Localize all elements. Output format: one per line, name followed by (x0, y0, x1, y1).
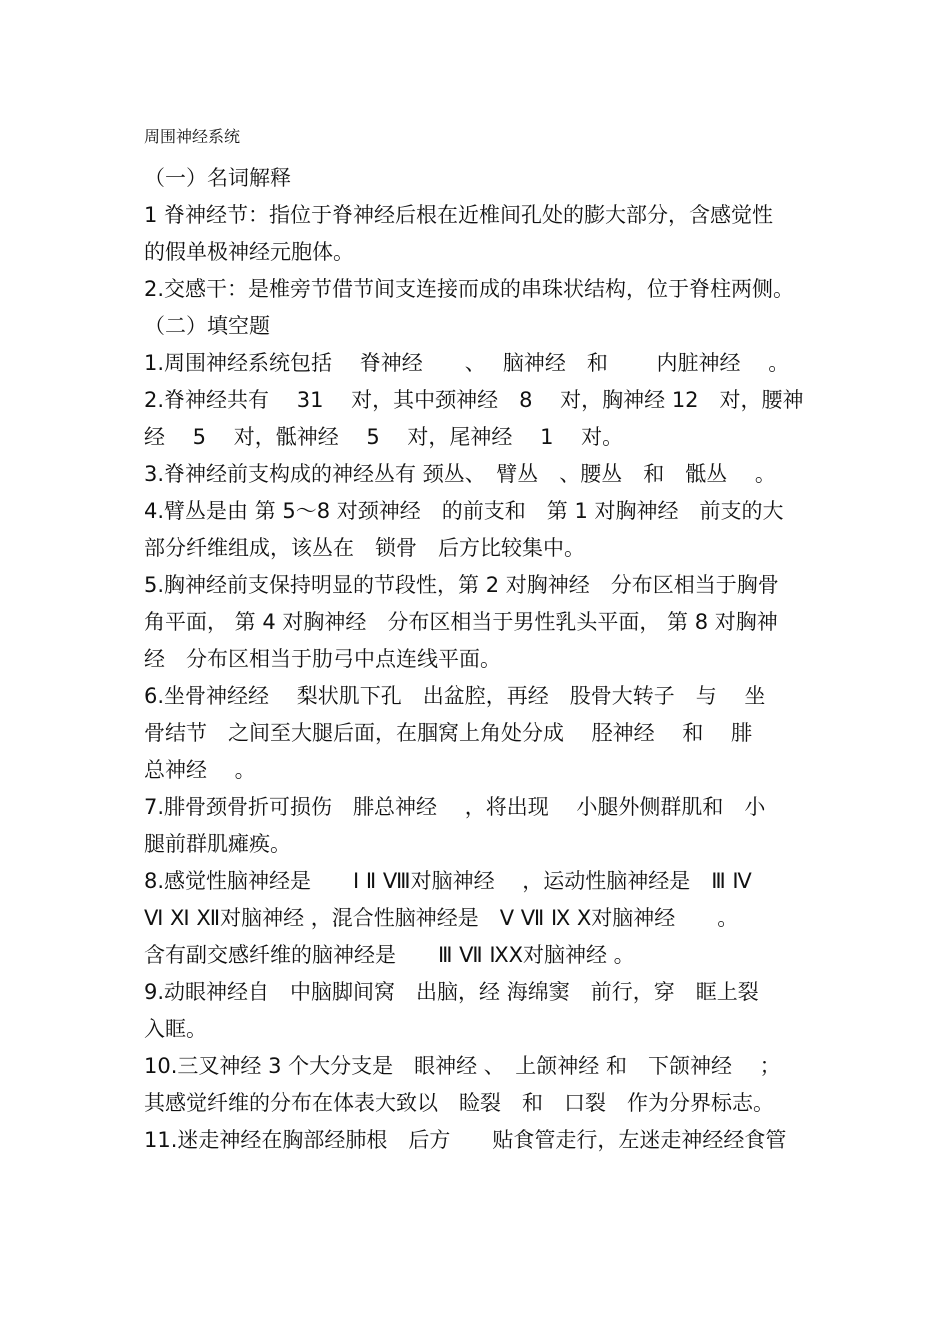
text-line: 1 脊神经节：指位于脊神经后根在近椎间孔处的膨大部分，含感觉性 (144, 203, 774, 227)
text-line: 部分纤维组成，该丛在 锁骨 后方比较集中。 (144, 536, 585, 560)
text-line: 1.周围神经系统包括 脊神经 、 脑神经 和 内脏神经 。 (144, 351, 790, 375)
section-heading-fill-in: （二）填空题 (144, 314, 270, 338)
text-line: 经 分布区相当于肋弓中点连线平面。 (144, 647, 501, 671)
text-line: 总神经 。 (144, 758, 256, 782)
text-line: 8.感觉性脑神经是 Ⅰ Ⅱ Ⅷ对脑神经 ，运动性脑神经是 Ⅲ Ⅳ (144, 869, 752, 893)
text-line: 入眶。 (144, 1017, 207, 1041)
text-line: 角平面， 第 4 对胸神经 分布区相当于男性乳头平面， 第 8 对胸神 (144, 610, 778, 634)
text-line: 含有副交感纤维的脑神经是 Ⅲ Ⅶ ⅨⅩ对脑神经 。 (144, 943, 635, 967)
text-line: Ⅵ Ⅺ Ⅻ对脑神经 ，混合性脑神经是 Ⅴ Ⅶ Ⅸ Ⅹ对脑神经 。 (144, 906, 739, 930)
document-body (144, 160, 808, 1159)
text-line: 7.腓骨颈骨折可损伤 腓总神经 ，将出现 小腿外侧群肌和 小 (144, 795, 766, 819)
text-line: 3.脊神经前支构成的神经丛有 颈丛、 臂丛 、腰丛 和 骶丛 。 (144, 462, 776, 486)
document-title: 周围神经系统 (144, 127, 241, 146)
text-line: 5.胸神经前支保持明显的节段性，第 2 对胸神经 分布区相当于胸骨 (144, 573, 779, 597)
text-line: 经 5 对，骶神经 5 对，尾神经 1 对。 (144, 425, 624, 449)
text-line: 的假单极神经元胞体。 (144, 240, 354, 264)
text-line: 腿前群肌瘫痪。 (144, 832, 291, 856)
text-line: 4.臂丛是由 第 5～8 对颈神经 的前支和 第 1 对胸神经 前支的大 (144, 499, 784, 523)
text-line: 9.动眼神经自 中脑脚间窝 出脑，经 海绵窦 前行，穿 眶上裂 (144, 980, 759, 1004)
text-line: 2.交感干：是椎旁节借节间支连接而成的串珠状结构，位于脊柱两侧。 (144, 277, 795, 301)
text-line: 其感觉纤维的分布在体表大致以 睑裂 和 口裂 作为分界标志。 (144, 1091, 774, 1115)
section-heading-definitions: （一）名词解释 (144, 166, 291, 190)
text-line: 11.迷走神经在胸部经肺根 后方 贴食管走行，左迷走神经经食管 (144, 1128, 787, 1152)
text-line: 6.坐骨神经经 梨状肌下孔 出盆腔，再经 股骨大转子 与 坐 (144, 684, 766, 708)
text-line: 骨结节 之间至大腿后面，在腘窝上角处分成 胫神经 和 腓 (144, 721, 753, 745)
text-line: 10.三叉神经 3 个大分支是 眼神经 、 上颌神经 和 下颌神经 ； (144, 1054, 781, 1078)
text-line: 2.脊神经共有 31 对，其中颈神经 8 对，胸神经 12 对，腰神 (144, 388, 804, 412)
